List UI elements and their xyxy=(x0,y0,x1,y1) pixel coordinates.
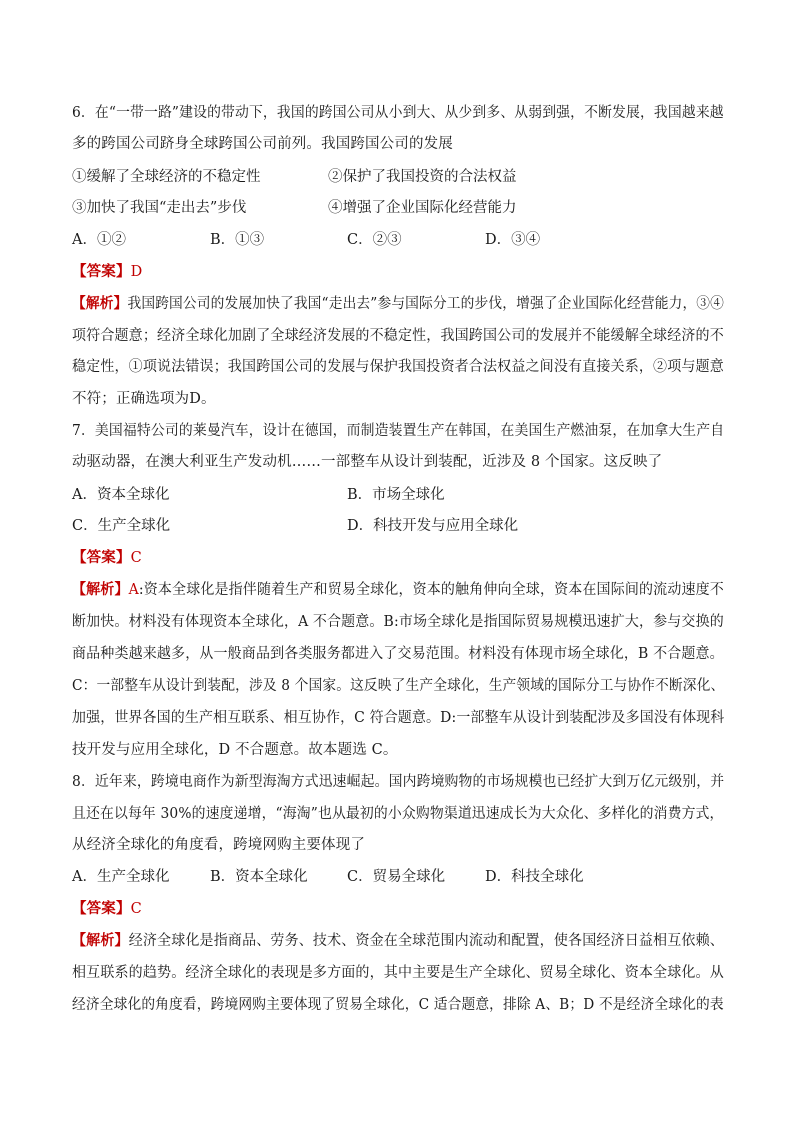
q8-stem-line-3: 从经济全球化的角度看，跨境网购主要体现了 xyxy=(72,837,365,853)
answer-tag: 【答案】 xyxy=(72,263,131,280)
q8-choice-d: D．科技全球化 xyxy=(485,869,584,885)
q8-choice-c: C．贸易全球化 xyxy=(347,869,446,885)
answer-value: C xyxy=(130,550,142,566)
q6-item-4: ④增强了企业国际化经营能力 xyxy=(328,200,517,216)
analysis-marker: A xyxy=(128,582,139,598)
q6-analysis-line-3: 稳定性，①项说法错误；我国跨国公司的发展与保护我国投资者合法权益之间没有直接关系，②项与题意 xyxy=(72,359,724,375)
analysis-tag: 【解析】 xyxy=(72,932,129,949)
q8-analysis-line-1 xyxy=(72,931,724,951)
answer-tag: 【答案】 xyxy=(72,900,131,917)
q7-choice-b: B．市场全球化 xyxy=(347,487,445,503)
q7-analysis-line-4: C：一部整车从设计到装配，涉及 8 个国家。这反映了生产全球化，生产领域的国际分工与协作不断深化、 xyxy=(72,678,725,694)
analysis-tag: 【解析】 xyxy=(72,581,129,598)
q6-item-2: ②保护了我国投资的合法权益 xyxy=(328,169,517,185)
q7-answer xyxy=(72,548,142,568)
answer-value: C xyxy=(130,901,142,917)
q6-answer xyxy=(72,262,142,282)
q7-stem-line-2: 动驱动器，在澳大利亚生产发动机……一部整车从设计到装配，近涉及 8 个国家。这反映了 xyxy=(72,454,663,470)
q6-choice-c: C．②③ xyxy=(347,232,402,248)
q8-choice-b: B．资本全球化 xyxy=(210,869,308,885)
q6-analysis-line-1 xyxy=(72,294,724,314)
q8-answer xyxy=(72,899,142,919)
q7-analysis-line-6: 技开发与应用全球化，D 不合题意。故本题选 C。 xyxy=(72,742,398,758)
q6-choice-b: B．①③ xyxy=(210,232,265,248)
answer-tag: 【答案】 xyxy=(72,549,131,566)
q8-stem-line-1: 8．近年来，跨境电商作为新型海淘方式迅速崛起。国内跨境购物的市场规模也已经扩大到万亿元级别，并 xyxy=(72,774,725,790)
analysis-text: 经济全球化是指商品、劳务、技术、资金在全球范围内流动和配置，使各国经济日益相互依赖、 xyxy=(128,933,724,949)
q7-analysis-line-1 xyxy=(72,580,724,600)
q8-stem-line-2: 且还在以每年 30%的速度递增，“海淘”也从最初的小众购物渠道迅速成长为大众化、多样化的消费方式， xyxy=(72,806,724,822)
q6-item-1: ①缓解了全球经济的不稳定性 xyxy=(72,169,261,185)
q8-analysis-line-3: 经济全球化的角度看，跨境网购主要体现了贸易全球化，C 适合题意，排除 A、B；D 不是经济全球化的表 xyxy=(72,997,724,1013)
q6-choice-d: D．③④ xyxy=(485,232,541,248)
q6-stem-line-2: 多的跨国公司跻身全球跨国公司前列。我国跨国公司的发展 xyxy=(72,136,453,152)
q7-choice-d: D．科技开发与应用全球化 xyxy=(347,518,519,534)
q8-choice-a: A．生产全球化 xyxy=(72,869,170,885)
analysis-tag: 【解析】 xyxy=(72,295,128,312)
q7-analysis-line-2: 断加快。材料没有体现资本全球化，A 不合题意。B:市场全球化是指国际贸易规模迅速扩大，参与交换的 xyxy=(72,614,724,630)
q7-stem-line-1: 7．美国福特公司的莱曼汽车，设计在德国，而制造装置生产在韩国，在美国生产燃油泵，在加拿大生产自 xyxy=(72,423,725,439)
q6-item-3: ③加快了我国“走出去”步伐 xyxy=(72,200,247,216)
q7-choice-a: A．资本全球化 xyxy=(72,487,170,503)
q7-choice-c: C．生产全球化 xyxy=(72,518,171,534)
analysis-text: 我国跨国公司的发展加快了我国“走出去”参与国际分工的步伐，增强了企业国际化经营能力，③④ xyxy=(127,296,725,312)
analysis-text: :资本全球化是指伴随着生产和贸易全球化，资本的触角伸向全球，资本在国际间的流动速度不 xyxy=(138,582,724,598)
q6-choice-a: A．①② xyxy=(72,232,126,248)
q8-analysis-line-2: 相互联系的趋势。经济全球化的表现是多方面的，其中主要是生产全球化、贸易全球化、资本全球化。从 xyxy=(72,965,724,981)
q6-analysis-line-2: 项符合题意；经济全球化加剧了全球经济发展的不稳定性，我国跨国公司的发展并不能缓解全球经济的不 xyxy=(72,328,724,344)
q7-analysis-line-5: 加强，世界各国的生产相互联系、相互协作，C 符合题意。D:一部整车从设计到装配涉及多国没有体现科 xyxy=(72,710,725,726)
q6-analysis-line-4: 不符；正确选项为D。 xyxy=(72,391,216,407)
q6-stem-line-1: 6．在“一带一路”建设的带动下，我国的跨国公司从小到大、从少到多、从弱到强，不断发展，我国越来越 xyxy=(72,105,724,121)
q7-analysis-line-3: 商品种类越来越多，从一般商品到各类服务都进入了交易范围。材料没有体现市场全球化，B 不合题意。 xyxy=(72,646,724,662)
answer-value: D xyxy=(130,264,143,280)
